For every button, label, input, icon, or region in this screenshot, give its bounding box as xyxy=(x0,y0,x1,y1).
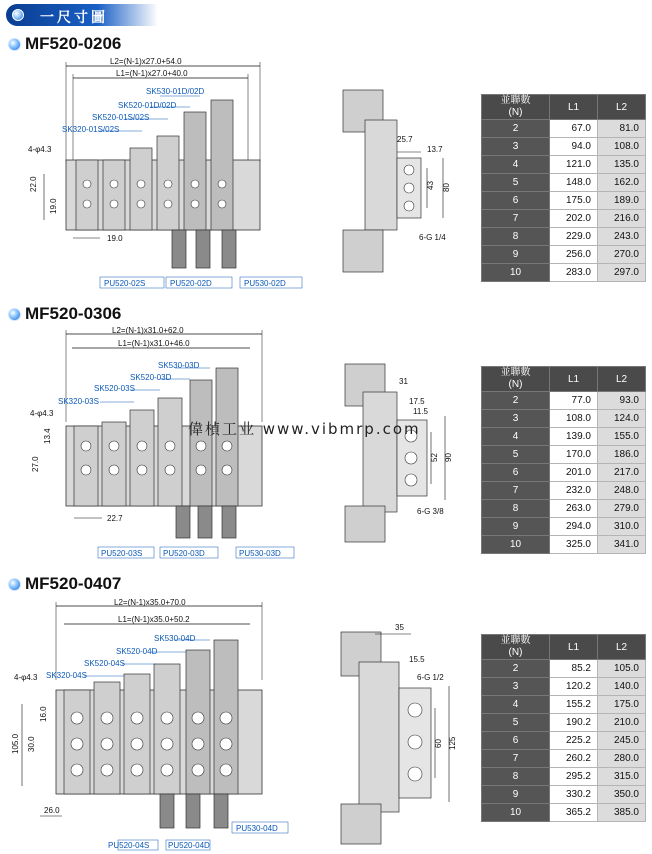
dim-side-c: 43 xyxy=(426,181,435,190)
callout-label: SK530-01D/02D xyxy=(146,87,205,96)
table-header-l1: L1 xyxy=(550,95,598,120)
dim-port: 6-G 1/4 xyxy=(419,233,446,242)
dim-l2: L2=(N-1)x31.0+62.0 xyxy=(112,326,184,335)
dim-port: 6-G 1/2 xyxy=(417,673,444,682)
table-header-l2: L2 xyxy=(598,635,646,660)
table-row: 3 94.0 108.0 xyxy=(482,138,646,156)
table-row: 8 295.2 315.0 xyxy=(482,768,646,786)
dim-l1: L1=(N-1)x27.0+40.0 xyxy=(116,69,188,78)
front-view-drawing-0407 xyxy=(0,594,300,850)
dim-l2: L2=(N-1)x27.0+54.0 xyxy=(110,57,182,66)
bottom-label: PU520-04D xyxy=(168,841,210,850)
dim-hole: 4-φ4.3 xyxy=(14,673,38,682)
table-row: 10 283.0 297.0 xyxy=(482,264,646,282)
table-row: 8 229.0 243.0 xyxy=(482,228,646,246)
dim-h1: 13.4 xyxy=(43,428,52,444)
dim-h2: 27.0 xyxy=(31,456,40,472)
dim-w1: 26.0 xyxy=(44,806,60,815)
spec-table-0206 xyxy=(481,94,646,282)
dim-side-b: 17.5 xyxy=(409,397,425,406)
front-view-drawing-0206 xyxy=(0,52,300,292)
table-header-n: 並聯數 (N) xyxy=(482,635,550,660)
table-row: 3 120.2 140.0 xyxy=(482,678,646,696)
bottom-label: PU530-03D xyxy=(239,549,281,558)
dim-side-c: 11.5 xyxy=(413,407,428,416)
dim-side-a: 25.7 xyxy=(397,135,413,144)
dim-port: 6-G 3/8 xyxy=(417,507,444,516)
table-row: 5 190.2 210.0 xyxy=(482,714,646,732)
table-row: 7 260.2 280.0 xyxy=(482,750,646,768)
table-row: 10 365.2 385.0 xyxy=(482,804,646,822)
table-row: 4 121.0 135.0 xyxy=(482,156,646,174)
table-row: 6 175.0 189.0 xyxy=(482,192,646,210)
table-row: 9 330.2 350.0 xyxy=(482,786,646,804)
bottom-label: PU520-02S xyxy=(104,279,146,288)
dim-l1: L1=(N-1)x35.0+50.2 xyxy=(118,615,190,624)
table-row: 4 139.0 155.0 xyxy=(482,428,646,446)
dim-h1: 22.0 xyxy=(29,176,38,192)
bottom-label: PU530-04D xyxy=(236,824,278,833)
dim-side-e: 90 xyxy=(444,453,453,462)
model-title-0206: MF520-0206 xyxy=(8,34,121,54)
callout-label: SK530-03D xyxy=(158,361,200,370)
table-row: 10 325.0 341.0 xyxy=(482,536,646,554)
table-row: 4 155.2 175.0 xyxy=(482,696,646,714)
bottom-label: PU520-04S xyxy=(108,841,150,850)
spec-table-0407 xyxy=(481,634,646,822)
table-row: 2 77.0 93.0 xyxy=(482,392,646,410)
dim-h2: 19.0 xyxy=(49,198,58,214)
callout-label: SK320-03S xyxy=(58,397,99,406)
front-view-drawing-0306 xyxy=(0,322,300,562)
callout-label: SK530-04D xyxy=(154,634,196,643)
table-row: 7 232.0 248.0 xyxy=(482,482,646,500)
side-view-drawing-0407 xyxy=(325,618,465,850)
callout-label: SK520-04S xyxy=(84,659,125,668)
table-header-n: 並聯數 (N) xyxy=(482,95,550,120)
bottom-label: PU520-03S xyxy=(101,549,143,558)
bullet-icon xyxy=(8,308,21,321)
dim-side-a: 35 xyxy=(395,623,404,632)
table-row: 5 148.0 162.0 xyxy=(482,174,646,192)
callout-label: SK520-03D xyxy=(130,373,172,382)
bullet-icon xyxy=(8,578,21,591)
callout-label: SK520-04D xyxy=(116,647,158,656)
dim-side-d: 125 xyxy=(448,736,457,750)
table-row: 2 67.0 81.0 xyxy=(482,120,646,138)
callout-label: SK520-03S xyxy=(94,384,135,393)
bullet-icon xyxy=(8,38,21,51)
dim-w1: 22.7 xyxy=(107,514,123,523)
spec-table-0306 xyxy=(481,366,646,554)
table-row: 9 294.0 310.0 xyxy=(482,518,646,536)
dim-side-a: 31 xyxy=(399,377,408,386)
table-header-l1: L1 xyxy=(550,367,598,392)
callout-label: SK320-04S xyxy=(46,671,87,680)
bullet-icon xyxy=(12,9,24,21)
dim-side-b: 15.5 xyxy=(409,655,425,664)
table-header-l2: L2 xyxy=(598,95,646,120)
dim-h2: 30.0 xyxy=(27,736,36,752)
table-header-n: 並聯數 (N) xyxy=(482,367,550,392)
dim-side-d: 80 xyxy=(442,183,451,192)
table-row: 6 225.2 245.0 xyxy=(482,732,646,750)
header-title: 一尺寸圖 xyxy=(40,10,108,26)
model-title-0306: MF520-0306 xyxy=(8,304,121,324)
table-row: 7 202.0 216.0 xyxy=(482,210,646,228)
table-header-l1: L1 xyxy=(550,635,598,660)
watermark-text: 偉楨工业 www.vibmrp.com xyxy=(188,420,421,438)
dim-hole: 4-φ4.3 xyxy=(28,145,52,154)
callout-label: SK320-01S/02S xyxy=(62,125,120,134)
dim-side-c: 60 xyxy=(434,739,443,748)
dim-l1: L1=(N-1)x31.0+46.0 xyxy=(118,339,190,348)
callout-label: SK520-01S/02S xyxy=(92,113,150,122)
table-row: 2 85.2 105.0 xyxy=(482,660,646,678)
bottom-label: PU520-02D xyxy=(170,279,212,288)
dim-h3: 105.0 xyxy=(11,733,20,754)
dim-hole: 4-φ4.3 xyxy=(30,409,54,418)
side-view-drawing-0206 xyxy=(325,80,465,280)
dim-l2: L2=(N-1)x35.0+70.0 xyxy=(114,598,186,607)
dim-h1: 16.0 xyxy=(39,706,48,722)
table-row: 9 256.0 270.0 xyxy=(482,246,646,264)
table-row: 5 170.0 186.0 xyxy=(482,446,646,464)
callout-label: SK520-01D/02D xyxy=(118,101,177,110)
table-row: 6 201.0 217.0 xyxy=(482,464,646,482)
bottom-label: PU520-03D xyxy=(163,549,205,558)
model-title-0407: MF520-0407 xyxy=(8,574,121,594)
dim-w1: 19.0 xyxy=(107,234,123,243)
table-header-l2: L2 xyxy=(598,367,646,392)
table-row: 8 263.0 279.0 xyxy=(482,500,646,518)
side-view-drawing-0306 xyxy=(325,356,465,556)
bottom-label: PU530-02D xyxy=(244,279,286,288)
table-row: 3 108.0 124.0 xyxy=(482,410,646,428)
section-header-banner xyxy=(6,4,158,26)
dim-side-b: 13.7 xyxy=(427,145,443,154)
dim-side-d: 52 xyxy=(430,453,439,462)
